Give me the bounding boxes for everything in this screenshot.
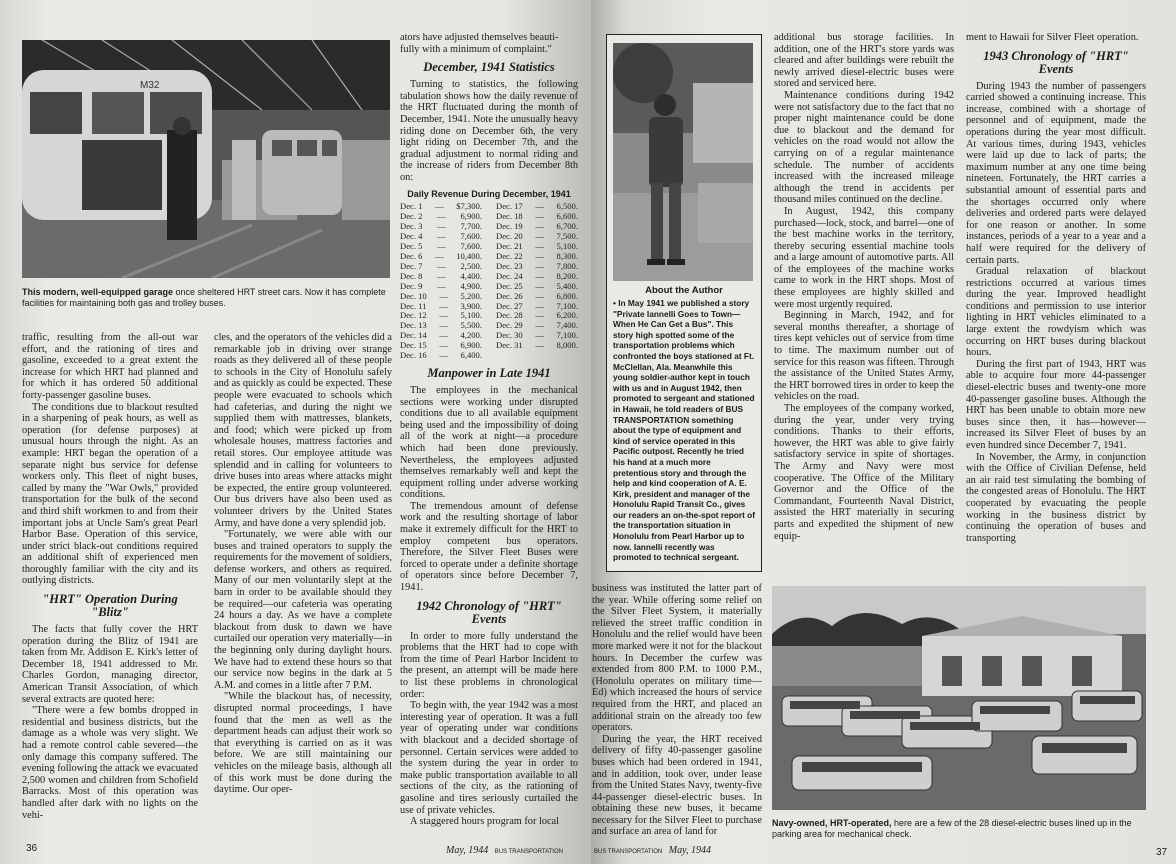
revenue-row (400, 292, 482, 302)
paragraph: The employees in the mechanical sections were working under disrupted conditions due to all available equipment being used and the impossibility of doing all of the work at night—a procedure which had been done previously. Nevertheless, the employees adjusted themselves remarkably well and kept the equipment rolling under adverse working conditions. (400, 384, 578, 501)
column-e (592, 583, 762, 838)
paragraph: During the year, the HRT received delivery of fifty 40-passenger gasoline buses which had been ordered in 1941, and in addition, took over, under lease from the United States Navy, twenty-five 44-passenger diesel-electric buses. In obtaining these new buses, it became necessary for the Silver Fleet to purchase and surface an area of land for (592, 733, 762, 838)
paragraph: The facts that fully cover the HRT operation during the Blitz of 1941 are taken from Mr. Addison E. Kirk's letter of December 18, 1941 addressed to Mr. Charles Gordon, managing director, American Transit Association, of which several extracts are quoted here: (22, 624, 198, 705)
revenue-date: Dec. 25 (496, 280, 523, 291)
revenue-dash: — (439, 310, 448, 321)
revenue-amount: 7,500. (556, 231, 578, 242)
revenue-column-right (496, 202, 578, 361)
revenue-date: Dec. 29 (496, 320, 523, 331)
daily-revenue-table (400, 190, 578, 361)
revenue-date: Dec. 3 (400, 221, 423, 232)
revenue-dash: — (535, 260, 544, 271)
caption-bold: This modern, well-equipped garage (22, 287, 174, 297)
revenue-row (496, 292, 578, 302)
revenue-dash: — (437, 241, 446, 252)
revenue-date: Dec. 30 (496, 330, 523, 341)
revenue-dash: — (435, 201, 444, 212)
page-folio (446, 845, 563, 856)
revenue-date: Dec. 8 (400, 270, 423, 281)
revenue-dash: — (535, 290, 544, 301)
revenue-dash: — (439, 300, 448, 311)
revenue-dash: — (437, 211, 446, 222)
revenue-amount: 6,900. (460, 211, 482, 222)
paragraph: A staggered hours program for local (410, 816, 559, 828)
revenue-date: Dec. 24 (496, 270, 523, 281)
revenue-date: Dec. 16 (400, 350, 427, 361)
revenue-amount: 6,500. (556, 201, 578, 212)
paragraph: traffic, resulting from the all-out war effort, and the rationing of tires and gasoline, exceeded to a great extent the increase for which HRT had planned and for which it has ordered 50 additional forty-passenger gasoline buses. (22, 332, 198, 401)
folio-brand: BUS TRANSPORTATION (494, 849, 563, 855)
revenue-amount: 6,900. (460, 340, 482, 351)
revenue-dash: — (439, 330, 448, 341)
column-c (400, 32, 578, 828)
paragraph: The tremendous amount of defense work and the resulting shortage of labor make it extremely difficult for the HRT to employ competent bus operators. Therefore, the Silver Fleet Buses were forced to operate under a definite shortage of operators since before December 7, 1941. (400, 500, 578, 594)
paragraph: In November, the Army, in conjunction with the Office of Civilian Defense, held an air raid test simulating the bombing of the congested areas of Honolulu. The HRT cooperated by evacuating the people working in the business district by continuing the operation of buses and transporting (966, 451, 1146, 544)
page-number: 36 (26, 843, 38, 854)
revenue-date: Dec. 5 (400, 241, 423, 252)
right-page-number: 37 (1156, 847, 1168, 858)
paragraph: "There were a few bombs dropped in residential and business districts, but the damage as a whole was very slight. We had a remote control cable severed—the only damage this company suffered. The evening following the attack we evacuated 2,500 women and children from Schofield Barracks. Most of this operation was handled after dark with no lights on the vehi- (22, 705, 198, 821)
about-the-author-title: About the Author (645, 285, 723, 296)
revenue-dash: — (535, 310, 544, 321)
revenue-dash: — (535, 270, 544, 281)
revenue-date: Dec. 7 (400, 260, 423, 271)
revenue-dash: — (439, 320, 448, 331)
revenue-date: Dec. 4 (400, 231, 423, 242)
revenue-amount: 2,500. (460, 260, 482, 271)
revenue-dash: — (535, 340, 544, 351)
revenue-amount: 5,200. (460, 290, 482, 301)
revenue-date: Dec. 23 (496, 260, 523, 271)
bus-lot-photo-caption (772, 818, 1148, 839)
caption-text: here are a few of the 28 diesel-electric buses lined up in the parking area for mechanical check. (772, 818, 1132, 839)
column-g (966, 32, 1146, 544)
revenue-amount: 3,900. (460, 300, 482, 311)
revenue-amount: 5,100. (556, 241, 578, 252)
paragraph: fully with a minimum of complaint." (400, 43, 552, 55)
revenue-dash: — (437, 270, 446, 281)
heading-december-statistics: December, 1941 Statistics (423, 60, 555, 75)
revenue-amount: 4,200. (460, 330, 482, 341)
revenue-dash: — (439, 340, 448, 351)
heading-1943-chronology: 1943 Chronology of "HRT" Events (983, 48, 1129, 76)
garage-photo (22, 40, 390, 278)
revenue-dash: — (535, 300, 544, 311)
revenue-date: Dec. 6 (400, 250, 423, 261)
revenue-date: Dec. 21 (496, 241, 523, 252)
revenue-date: Dec. 9 (400, 280, 423, 291)
paragraph: The conditions due to blackout resulted in a sharpening of peak hours, as well as operation (for defense purposes) at unusual hours through the night. As an example: HRT began the operation of a separate night bus service for defense workers only. This fleet of night buses, called by many the "War Owls," provided transportation for the bulk of the second and third shift workmen to and from their important jobs at Uncle Sam's great Pearl Harbor Base. Operation of this service, under strict black-out conditions required an additional shift of experienced men thoroughly familiar with the city and its outlying districts. (22, 401, 198, 587)
author-photo (613, 43, 755, 281)
paragraph: During 1943 the number of passengers carried showed a continuing increase. This increase, combined with a shortage of personnel and of equipment, made the operations during the year most difficult. At various times, during 1943, vehicles were laid up due to lack of parts; the maximum number at any one time being nineteen. Fortunately, the HRT carries a substantial amount of essential parts and the shortages occurred only where deliveries and ordered parts were delayed for one reason or another. In some instances, periods of a year to a year and a half were required for the delivery of certain parts. (966, 80, 1146, 266)
column-f (774, 32, 954, 542)
about-the-author-box (606, 34, 762, 572)
revenue-date: Dec. 26 (496, 290, 523, 301)
revenue-dash: — (535, 280, 544, 291)
garage-photo-caption (22, 287, 392, 308)
revenue-amount: 7,100. (556, 300, 578, 311)
revenue-dash: — (535, 330, 544, 341)
revenue-date: Dec. 15 (400, 340, 427, 351)
revenue-amount: 7,800. (556, 260, 578, 271)
revenue-date: Dec. 28 (496, 310, 523, 321)
revenue-dash: — (535, 201, 544, 212)
revenue-amount: 7,600. (460, 241, 482, 252)
about-the-author-text: • In May 1941 we published a story "Private Iannelli Goes to Town—When He Can Get a Bus". This story high spotted some of the transportation problems which confronted the boys stationed at Ft. McClellan, Ala. Meanwhile this young soldier-author kept in touch with us and in August 1942, then promoted to sergeant and stationed in Hawaii, he told readers of BUS TRANSPORTATION something about the type of equipment and kind of service operated in this Pacific outpost. Recently he tried his hand at a much more pretentious story and through the help and kind cooperation of A. E. Kirk, president and manager of the Honolulu Rapid Transit Co., gives our readers an on-the-spot report of the transportation situation in Honolulu from Pearl Harbor up to now. Iannelli recently was promoted to technical sergeant. (613, 298, 755, 563)
revenue-column-left (400, 202, 482, 361)
revenue-date: Dec. 11 (400, 300, 427, 311)
paragraph: ment to Hawaii for Silver Fleet operation. (966, 32, 1139, 43)
paragraph: cles, and the operators of the vehicles did a remarkable job in driving over strange roads as they delivered all of these people to schools in the City of Honolulu safely and as quickly as could be expected. These people were evacuated to schools which had cafeterias, and during the night we supplied them with mattresses, blankets, and food; which were picked up from wholesale houses, mattress factories and retail stores. Our employee attitude was splendid and in calling for volunteers to drive buses into areas where attacks might be expected, the entire group volunteered. Our bus drivers have also been used as volunteer drivers by the United States Army, and have done a very splendid job. (214, 332, 392, 529)
revenue-amount: 10,400. (456, 250, 482, 261)
folio-date: May, 1944 (668, 845, 711, 856)
revenue-date: Dec. 27 (496, 300, 523, 311)
revenue-amount: 6,700. (556, 221, 578, 232)
revenue-dash: — (437, 231, 446, 242)
revenue-date: Dec. 10 (400, 290, 427, 301)
revenue-date: Dec. 31 (496, 340, 523, 351)
revenue-amount: 8,000. (556, 340, 578, 351)
paragraph: "Fortunately, we were able with our buses and trained operators to supply the requirements for the movement of soldiers, defense workers, and others as required. Many of our men voluntarily slept at the barn in order to be available should they be required—our cafeteria was operating 24 hours a day. As we have a complete blackout from dusk to dawn we have curtailed our operation very materially—in the beginning only during daylight hours. We have had to extend these hours so that our service now begins in the dark at 5 A.M. and comes in a little after 7 P.M. (214, 529, 392, 691)
revenue-date: Dec. 18 (496, 211, 523, 222)
paragraph: business was instituted the latter part of the year. While offering some relief on the Silver Fleet System, it materially relieved the street traffic condition in Honolulu and the relief would have been more marked were it not for the blackout hours. In December the curfew was extended from 800 P.M. to 1000 P.M., (Honolulu operates on military time—Ed) which increased the hours of service required from the HRT, and placed an additional strain on the already too few operators. (592, 583, 762, 734)
paragraph: Beginning in March, 1942, and for several months thereafter, a shortage of tires kept vehicles out of service from time to time. The maximum number out of service for this reason was fifteen. Through the assistance of the United States Army, the HRT borrowed tires in order to keep the vehicles on the road. (774, 310, 954, 403)
heading-manpower: Manpower in Late 1941 (427, 365, 551, 380)
paragraph: Maintenance conditions during 1942 were not satisfactory due to the fact that no proper night maintenance could be done due to blackout and the demand for vehicles on the road would not allow the carrying on of a regular maintenance schedule. The number of accidents increased with the increased mileage although the trend in accidents per thousand miles continued on the decline. (774, 89, 954, 206)
caption-text: once sheltered HRT street cars. Now it has complete facilities for maintaining both gas and trolley buses. (22, 287, 386, 308)
revenue-dash: — (437, 260, 446, 271)
revenue-amount: 6,600. (556, 211, 578, 222)
revenue-dash: — (535, 250, 544, 261)
revenue-date: Dec. 17 (496, 201, 523, 212)
paragraph: Turning to statistics, the following tabulation shows how the daily revenue of the HRT fluctuated during the month of December, 1941. Note the unusually heavy riding done on December 6th, the very light riding on December 7th, and the gradual adjustment to normal riding and the increase of riders from December 8th on: (400, 79, 578, 183)
daily-revenue-title: Daily Revenue During December, 1941 (407, 188, 571, 199)
revenue-dash: — (535, 320, 544, 331)
revenue-dash: — (437, 280, 446, 291)
paragraph: The employees of the company worked, during the year, under very trying conditions. Thanks to their efforts, however, the HRT was able to give fairly satisfactory service in spite of shortages. The Army and Navy were most cooperative. The Office of the Military Governor and the Office of the Commandant, Fourteenth Naval District, assisted the HRT materially in securing parts and expedited the shipment of new equip- (774, 403, 954, 542)
revenue-dash: — (437, 221, 446, 232)
revenue-row (400, 351, 482, 361)
revenue-amount: 6,400. (460, 350, 482, 361)
paragraph: Gradual relaxation of blackout restrictions occurred at various times during the year. Improved headlight conditions and permission to use interior lighting in HRT vehicles eliminated to a large extent the rowdyism which was occurring on HRT buses during blackout hours. (966, 266, 1146, 359)
revenue-date: Dec. 12 (400, 310, 427, 321)
revenue-dash: — (535, 231, 544, 242)
revenue-amount: 8,200. (556, 270, 578, 281)
svg-text:M32: M32 (140, 80, 160, 91)
revenue-amount: 4,900. (460, 280, 482, 291)
revenue-amount: 6,200. (556, 310, 578, 321)
paragraph: "While the blackout has, of necessity, disrupted normal proceedings, I have found that the men as well as the department heads can adjust their work so that everything is carried on as it was before. We are still maintaining our vehicles on the mileage basis, although all of this work must be done during the daytime. Our oper- (214, 691, 392, 796)
revenue-dash: — (535, 221, 544, 232)
caption-bold: Navy-owned, HRT-operated, (772, 818, 892, 828)
revenue-amount: 4,400. (460, 270, 482, 281)
revenue-date: Dec. 14 (400, 330, 427, 341)
revenue-date: Dec. 2 (400, 211, 423, 222)
heading-blitz: "HRT" Operation During "Blitz" (42, 592, 178, 620)
bus-lot-photo (772, 586, 1146, 810)
folio-date: May, 1944 (446, 845, 489, 856)
revenue-row (496, 341, 578, 351)
column-b (214, 332, 392, 796)
revenue-amount: 5,500. (460, 320, 482, 331)
heading-1942-chronology: 1942 Chronology of "HRT" Events (416, 598, 562, 626)
revenue-dash: — (535, 241, 544, 252)
column-a (22, 332, 198, 821)
revenue-amount: 7,400. (556, 320, 578, 331)
right-page-folio (594, 845, 711, 856)
revenue-amount: 8,300. (556, 250, 578, 261)
revenue-date: Dec. 22 (496, 250, 523, 261)
paragraph: In order to more fully understand the problems that the HRT had to cope with from the time of Pearl Harbor Incident to the present, an attempt will be made here to list these problems in chronological order: (400, 630, 578, 700)
revenue-amount: $7,300. (456, 201, 482, 212)
revenue-amount: 7,700. (460, 221, 482, 232)
revenue-dash: — (439, 290, 448, 301)
revenue-amount: 5,100. (460, 310, 482, 321)
revenue-dash: — (439, 350, 448, 361)
revenue-date: Dec. 20 (496, 231, 523, 242)
revenue-amount: 5,400. (556, 280, 578, 291)
revenue-amount: 7,600. (460, 231, 482, 242)
paragraph: To begin with, the year 1942 was a most interesting year of operation. It was a full year of operating under war conditions with blackout and a decided shortage of personnel. Certain services were added to the system during the year in order to make public transportation available to all sections of the city, as the rationing of gasoline and tires seriously curtailed the use of private vehicles. (400, 700, 578, 816)
revenue-dash: — (535, 211, 544, 222)
revenue-date: Dec. 19 (496, 221, 523, 232)
folio-brand: BUS TRANSPORTATION (594, 849, 663, 855)
paragraph: In August, 1942, this company purchased—lock, stock, and barrel—one of the best machine works in the territory, thereby securing essential machine tools and a large amount of automotive parts. All of the employees of the machine works came to work in the HRT shops. Most of these employees are highly skilled and were most urgently required. (774, 205, 954, 310)
revenue-amount: 6,800. (556, 290, 578, 301)
revenue-date: Dec. 13 (400, 320, 427, 331)
paragraph: ators have adjusted themselves beauti- (400, 32, 559, 43)
revenue-amount: 7,100. (556, 330, 578, 341)
revenue-date: Dec. 1 (400, 201, 423, 212)
revenue-dash: — (435, 250, 444, 261)
paragraph: During the first part of 1943, HRT was able to acquire four more 44-passenger diesel-electric buses and twenty-one more 40-passenger gasoline buses. Although the HRT has been unable to obtain more new buses since then, it has—however—increased its Silver Fleet of buses by an even hundred since December 7, 1941. (966, 358, 1146, 451)
paragraph: additional bus storage facilities. In addition, one of the HRT's store yards was cleared and after buildings were rebuilt the newly arrived diesel-electric buses were stored and serviced here. (774, 32, 954, 90)
